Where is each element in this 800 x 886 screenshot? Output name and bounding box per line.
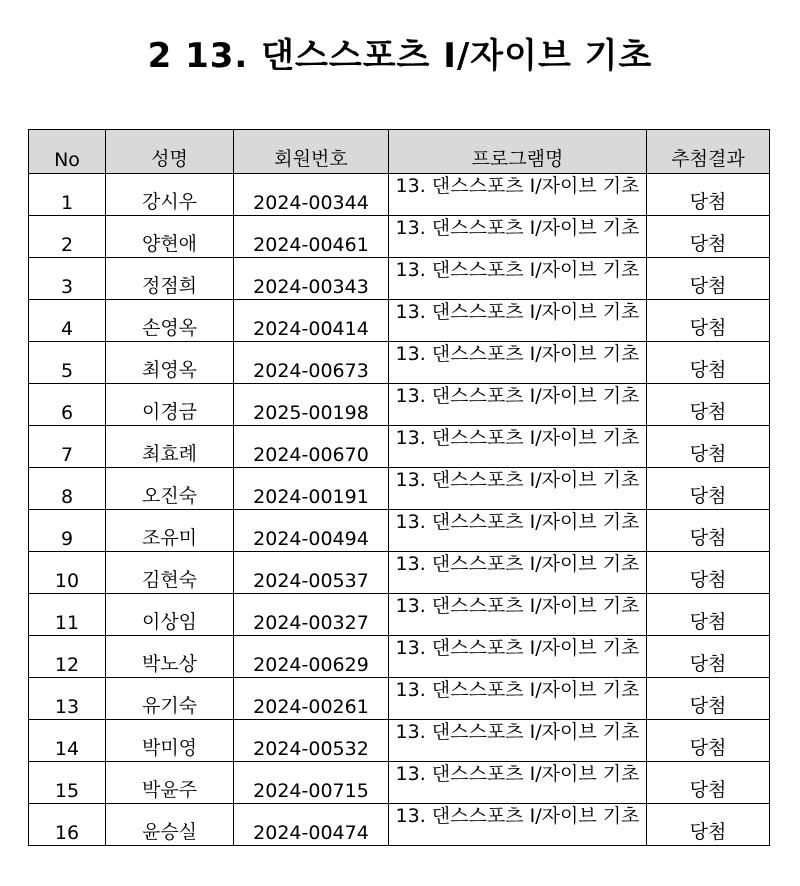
cell-program: [389, 384, 647, 426]
cell-no: 7: [29, 426, 106, 468]
table-row: [29, 594, 770, 636]
cell-name: 오진숙: [106, 468, 234, 510]
cell-result: 당첨: [647, 804, 770, 846]
cell-result: 당첨: [647, 720, 770, 762]
cell-program-text: 13. 댄스스포츠 I/자이브 기초: [395, 259, 640, 281]
cell-no: 12: [29, 636, 106, 678]
cell-program: [389, 468, 647, 510]
table-row: [29, 804, 770, 846]
cell-name: 손영옥: [106, 300, 234, 342]
cell-program-text: 13. 댄스스포츠 I/자이브 기초: [395, 511, 640, 533]
cell-program-text: 13. 댄스스포츠 I/자이브 기초: [395, 343, 640, 365]
cell-member-id: 2024-00715: [234, 762, 389, 804]
cell-program-text: 13. 댄스스포츠 I/자이브 기초: [395, 637, 640, 659]
cell-program: [389, 300, 647, 342]
cell-name: 유기숙: [106, 678, 234, 720]
cell-result: 당첨: [647, 216, 770, 258]
lottery-result-table: [28, 129, 770, 846]
cell-result: 당첨: [647, 636, 770, 678]
cell-name: 김현숙: [106, 552, 234, 594]
cell-no: 4: [29, 300, 106, 342]
cell-member-id: 2024-00474: [234, 804, 389, 846]
table-row: [29, 762, 770, 804]
cell-member-id: 2024-00629: [234, 636, 389, 678]
cell-program-text: 13. 댄스스포츠 I/자이브 기초: [395, 385, 640, 407]
table-row: [29, 678, 770, 720]
cell-result: 당첨: [647, 594, 770, 636]
column-header-name: 성명: [106, 130, 234, 174]
cell-program-text: 13. 댄스스포츠 I/자이브 기초: [395, 427, 640, 449]
table-row: [29, 384, 770, 426]
cell-no: 11: [29, 594, 106, 636]
cell-member-id: 2024-00191: [234, 468, 389, 510]
cell-program: [389, 174, 647, 216]
cell-name: 박미영: [106, 720, 234, 762]
cell-result: 당첨: [647, 384, 770, 426]
cell-no: 15: [29, 762, 106, 804]
cell-result: 당첨: [647, 552, 770, 594]
table-row: [29, 720, 770, 762]
cell-member-id: 2024-00537: [234, 552, 389, 594]
cell-no: 10: [29, 552, 106, 594]
table-row: [29, 510, 770, 552]
cell-name: 이상임: [106, 594, 234, 636]
cell-member-id: 2024-00344: [234, 174, 389, 216]
column-header-no: No: [29, 130, 106, 174]
cell-name: 강시우: [106, 174, 234, 216]
cell-program: [389, 552, 647, 594]
cell-name: 최영옥: [106, 342, 234, 384]
cell-no: 2: [29, 216, 106, 258]
table-row: [29, 636, 770, 678]
cell-member-id: 2024-00673: [234, 342, 389, 384]
cell-member-id: 2025-00198: [234, 384, 389, 426]
cell-member-id: 2024-00343: [234, 258, 389, 300]
cell-program: [389, 426, 647, 468]
cell-member-id: 2024-00327: [234, 594, 389, 636]
cell-member-id: 2024-00494: [234, 510, 389, 552]
page-title: 2 13. 댄스스포츠 I/자이브 기초: [147, 36, 653, 76]
cell-program: [389, 762, 647, 804]
cell-name: 정점희: [106, 258, 234, 300]
cell-result: 당첨: [647, 342, 770, 384]
cell-program: [389, 678, 647, 720]
cell-member-id: 2024-00532: [234, 720, 389, 762]
cell-program: [389, 510, 647, 552]
cell-result: 당첨: [647, 174, 770, 216]
cell-no: 9: [29, 510, 106, 552]
cell-program: [389, 636, 647, 678]
cell-program: [389, 216, 647, 258]
cell-program-text: 13. 댄스스포츠 I/자이브 기초: [395, 469, 640, 491]
table-row: [29, 300, 770, 342]
cell-result: 당첨: [647, 678, 770, 720]
cell-name: 박노상: [106, 636, 234, 678]
cell-no: 16: [29, 804, 106, 846]
cell-program-text: 13. 댄스스포츠 I/자이브 기초: [395, 217, 640, 239]
table-header-row: [29, 130, 770, 174]
cell-name: 박윤주: [106, 762, 234, 804]
cell-program-text: 13. 댄스스포츠 I/자이브 기초: [395, 721, 640, 743]
cell-result: 당첨: [647, 468, 770, 510]
cell-program-text: 13. 댄스스포츠 I/자이브 기초: [395, 595, 640, 617]
table-body: [29, 174, 770, 846]
cell-program: [389, 342, 647, 384]
table-row: [29, 468, 770, 510]
cell-program-text: 13. 댄스스포츠 I/자이브 기초: [395, 553, 640, 575]
cell-name: 양현애: [106, 216, 234, 258]
table-row: [29, 258, 770, 300]
cell-name: 최효례: [106, 426, 234, 468]
cell-no: 14: [29, 720, 106, 762]
cell-program-text: 13. 댄스스포츠 I/자이브 기초: [395, 301, 640, 323]
table-row: [29, 552, 770, 594]
cell-no: 13: [29, 678, 106, 720]
column-header-result: 추첨결과: [647, 130, 770, 174]
cell-member-id: 2024-00261: [234, 678, 389, 720]
cell-result: 당첨: [647, 426, 770, 468]
cell-no: 5: [29, 342, 106, 384]
cell-member-id: 2024-00670: [234, 426, 389, 468]
table-row: [29, 216, 770, 258]
cell-no: 1: [29, 174, 106, 216]
table-row: [29, 426, 770, 468]
cell-program-text: 13. 댄스스포츠 I/자이브 기초: [395, 679, 640, 701]
cell-result: 당첨: [647, 762, 770, 804]
table-row: [29, 342, 770, 384]
cell-no: 3: [29, 258, 106, 300]
cell-no: 8: [29, 468, 106, 510]
table-row: [29, 174, 770, 216]
cell-program: [389, 258, 647, 300]
cell-program: [389, 804, 647, 846]
cell-result: 당첨: [647, 300, 770, 342]
cell-program: [389, 594, 647, 636]
cell-name: 조유미: [106, 510, 234, 552]
cell-program: [389, 720, 647, 762]
cell-name: 윤승실: [106, 804, 234, 846]
column-header-member-id: 회원번호: [234, 130, 389, 174]
cell-program-text: 13. 댄스스포츠 I/자이브 기초: [395, 763, 640, 785]
cell-name: 이경금: [106, 384, 234, 426]
cell-result: 당첨: [647, 258, 770, 300]
cell-member-id: 2024-00414: [234, 300, 389, 342]
cell-no: 6: [29, 384, 106, 426]
cell-program-text: 13. 댄스스포츠 I/자이브 기초: [395, 175, 640, 197]
cell-member-id: 2024-00461: [234, 216, 389, 258]
cell-program-text: 13. 댄스스포츠 I/자이브 기초: [395, 805, 640, 827]
column-header-program: 프로그램명: [389, 130, 647, 174]
cell-result: 당첨: [647, 510, 770, 552]
